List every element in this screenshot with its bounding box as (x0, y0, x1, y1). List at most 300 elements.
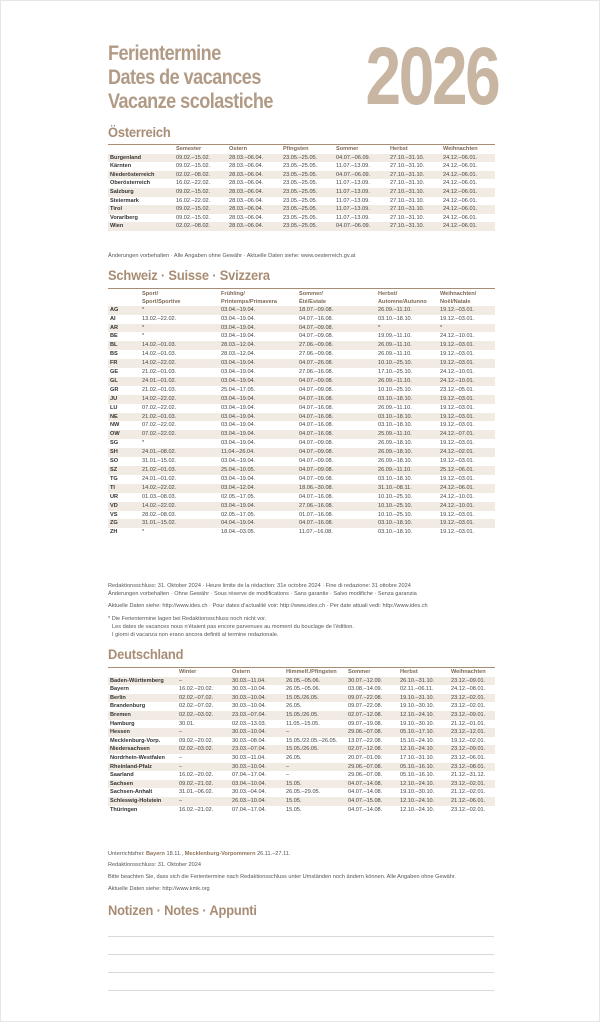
column-header: Sommer (336, 146, 359, 152)
row-label: ZG (110, 520, 118, 527)
date-cell: 17.10.–25.10. (378, 369, 413, 376)
date-cell: 27.06.–09.08. (299, 342, 334, 349)
date-cell: 26.09.–11.10. (378, 467, 412, 473)
table-row (108, 421, 495, 430)
date-cell: 19.10.–30.10. (400, 789, 435, 796)
date-cell: 03.10.–18.10. (378, 520, 413, 527)
table-row (108, 493, 495, 502)
date-cell: 24.12.–06.01. (443, 154, 478, 161)
date-cell: 13.02.–22.02. (142, 315, 177, 322)
date-cell: 28.03.–06.04. (229, 197, 264, 204)
table-row (108, 528, 495, 537)
date-cell: 30.03.–10.04. (232, 703, 267, 710)
table-row (108, 350, 495, 359)
note-state-mv: Mecklenburg-Vorpommern (184, 851, 256, 857)
column-header: Weihnachten/ (440, 290, 477, 297)
date-cell: 09.02.–21.02. (179, 780, 214, 787)
date-cell: 24.12.–06.01. (443, 206, 478, 213)
date-cell: 24.12.–07.01. (440, 431, 475, 438)
date-cell: 05.10.–17.10. (400, 729, 435, 736)
date-cell: 29.06.–07.08. (348, 729, 383, 736)
date-cell: 24.12.–06.01. (443, 197, 478, 204)
date-cell: 23.12.–08.01. (451, 763, 486, 770)
table-row (108, 324, 495, 333)
date-cell: 03.04.–19.04. (221, 458, 256, 465)
date-cell: 03.04.–19.04. (221, 431, 256, 438)
date-cell: 19.10.–30.10. (400, 703, 435, 710)
date-cell: 10.10.–25.10. (378, 511, 413, 518)
date-cell: 04.07.–09.08. (299, 377, 334, 384)
table-row (108, 404, 495, 413)
column-header: Herbst/ (378, 290, 398, 297)
date-cell: 10.10.–25.10. (378, 386, 413, 393)
date-cell: 02.05.–17.05. (221, 511, 256, 518)
date-cell: 26.09.–11.10. (378, 351, 412, 358)
section-title-austria: Österreich (108, 124, 171, 140)
column-header: Printemps/Primavera (221, 299, 277, 306)
note-date-mv: 26.11.–27.11. (257, 851, 291, 857)
date-cell: 14.02.–22.02. (142, 395, 177, 402)
date-cell: * (142, 333, 145, 340)
date-cell: 19.12.–03.01. (440, 404, 475, 411)
date-cell: 30.07.–12.09. (348, 677, 383, 684)
date-cell: 24.12.–06.01. (443, 171, 478, 178)
date-cell: 26.09.–18.10. (378, 449, 413, 456)
date-cell: 26.09.–18.10. (378, 440, 413, 447)
row-label: BS (110, 351, 118, 358)
date-cell: 23.12.–12.01. (451, 729, 486, 736)
note-line (108, 972, 494, 973)
date-cell: 27.10.–31.10. (390, 163, 425, 170)
column-header (108, 668, 177, 677)
date-cell: 15.05./26.05. (286, 694, 319, 701)
table-row (108, 484, 495, 493)
date-cell: 02.03.–13.03. (232, 720, 267, 727)
date-cell: 23.05.–25.05. (283, 223, 318, 230)
date-cell: 13.07.–22.08. (348, 737, 383, 744)
date-cell: 16.02.–21.02. (179, 806, 214, 813)
date-cell: 27.10.–31.10. (390, 206, 425, 213)
date-cell: 28.03.–12.04. (221, 351, 256, 358)
row-label: Thüringen (110, 806, 138, 813)
column-header (108, 145, 174, 154)
column-header: Ostern (232, 669, 251, 675)
section-title-switzerland: Schweiz · Suisse · Svizzera (108, 267, 270, 283)
table-row (108, 780, 495, 789)
date-cell: 21.02.–01.03. (142, 413, 177, 420)
date-cell: 15.05./26.05. (286, 746, 319, 753)
date-cell: 09.02.–15.02. (176, 206, 211, 213)
date-cell: 03.04.–19.04. (221, 324, 256, 331)
date-cell: 09.02.–15.02. (176, 154, 211, 161)
date-cell: 26.10.–31.10. (400, 677, 435, 684)
date-cell: 23.12.–02.01. (451, 703, 486, 710)
date-cell: – (179, 754, 183, 761)
table-header-row (108, 145, 495, 154)
date-cell: – (179, 763, 183, 770)
column-header (108, 289, 140, 298)
date-cell: 24.12.–06.01. (443, 163, 478, 170)
date-cell: 03.10.–18.10. (378, 475, 413, 482)
column-header: Sommer (348, 669, 371, 675)
date-cell: 04.04.–19.04. (221, 520, 256, 527)
date-cell: 09.07.–19.08. (348, 720, 383, 727)
column-header: Sport/ (142, 290, 159, 297)
row-label: SG (110, 440, 119, 447)
date-cell: 11.05.–15.05. (286, 720, 320, 727)
date-cell: 21.02.–01.03. (142, 386, 177, 393)
date-cell: 07.02.–22.02. (142, 431, 177, 438)
date-cell: 04.07.–09.08. (299, 333, 334, 340)
date-cell: 23.03.–07.04. (232, 746, 267, 753)
date-cell: 26.03.–10.04. (232, 797, 267, 804)
date-cell: 28.02.–08.03. (142, 511, 177, 518)
row-label: BL (110, 342, 118, 349)
date-cell: 27.06.–16.08. (299, 502, 334, 509)
date-cell: 23.12.–02.01. (451, 780, 486, 787)
date-cell: 24.12.–06.01. (440, 484, 475, 491)
date-cell: 23.05.–25.05. (283, 154, 318, 161)
table-row (108, 702, 495, 711)
date-cell: 28.03.–06.04. (229, 223, 264, 230)
table-row (108, 188, 495, 197)
column-header (108, 297, 140, 306)
row-label: Hessen (110, 729, 130, 736)
table-row (108, 306, 495, 315)
column-header: Himmelf./Pfingsten (286, 669, 337, 675)
germany-table (108, 667, 495, 814)
date-cell: 03.04.–19.04. (221, 360, 256, 367)
date-cell: 21.12.–02.01. (451, 789, 486, 796)
date-cell: 23.05.–25.05. (283, 163, 318, 170)
date-cell: 30.01. (179, 720, 195, 727)
row-label: NE (110, 413, 118, 420)
date-cell: 04.07.–14.08. (348, 806, 383, 813)
row-label: NW (110, 422, 120, 429)
row-label: Tirol (110, 206, 123, 213)
date-cell: 11.07.–13.09. (336, 197, 370, 204)
date-cell: 28.03.–06.04. (229, 163, 264, 170)
table-row (108, 806, 495, 815)
date-cell: 14.02.–22.02. (142, 484, 177, 491)
date-cell: 04.07.–16.08. (299, 395, 334, 402)
date-cell: 30.03.–10.04. (232, 686, 267, 693)
date-cell: 23.12.–09.01. (451, 711, 486, 718)
date-cell: 25.12.–06.01. (440, 467, 475, 473)
column-header: Sommer/ (299, 290, 323, 297)
table-row (108, 448, 495, 457)
date-cell: 24.12.–02.01. (440, 449, 475, 456)
row-label: Wien (110, 223, 124, 230)
switzerland-note-deadline: Redaktionsschluss: 31. Oktober 2024 · Heure limite de la rédaction: 31e octobre 2024 · Fine di redazione: 31 ottobre 2024 (108, 583, 411, 589)
date-cell: 23.12.–06.01. (451, 754, 486, 761)
date-cell: 03.04.–10.04. (232, 780, 267, 787)
date-cell: 03.04.–12.04. (221, 484, 256, 491)
table-row (108, 205, 495, 214)
date-cell: 03.04.–19.04. (221, 475, 256, 482)
table-row (108, 685, 495, 694)
section-title-notes: Notizen · Notes · Appunti (108, 902, 257, 918)
date-cell: 16.02.–22.02. (176, 197, 211, 204)
date-cell: 19.12.–03.01. (440, 360, 475, 367)
date-cell: * (378, 324, 381, 331)
note-line (108, 990, 494, 991)
date-cell: 24.12.–06.01. (443, 214, 478, 221)
date-cell: 28.03.–06.04. (229, 188, 264, 195)
date-cell: 10.10.–25.10. (378, 502, 413, 509)
date-cell: 04.07.–15.08. (348, 797, 383, 804)
date-cell: 04.07.–16.08. (299, 520, 334, 527)
date-cell: 03.04.–19.04. (221, 369, 256, 376)
table-row (108, 413, 495, 422)
switzerland-table (108, 288, 495, 537)
date-cell: 26.09.–18.10. (378, 458, 413, 465)
date-cell: 26.05. (286, 754, 302, 761)
row-label: OW (110, 431, 120, 438)
date-cell: 14.02.–01.03. (142, 342, 177, 349)
row-label: Steiermark (110, 197, 139, 204)
table-row (108, 386, 495, 395)
row-label: Saarland (110, 772, 134, 779)
date-cell: 04.07.–09.08. (299, 458, 334, 465)
date-cell: 04.07.–09.08. (299, 475, 334, 482)
date-cell: 15.05./22.05.–26.05. (286, 737, 338, 744)
date-cell: 15.05. (286, 806, 302, 813)
date-cell: 31.10.–08.11. (378, 484, 412, 491)
date-cell: 24.12.–08.01. (451, 686, 486, 693)
date-cell: 04.07.–09.08. (299, 386, 334, 393)
date-cell: 28.03.–06.04. (229, 180, 264, 187)
table-row (108, 179, 495, 188)
date-cell: 03.04.–19.04. (221, 377, 256, 384)
date-cell: 02.07.–12.08. (348, 746, 383, 753)
date-cell: 04.07.–06.09. (336, 154, 371, 161)
date-cell: 03.10.–18.10. (378, 315, 413, 322)
row-label: Bayern (110, 686, 129, 693)
row-label: LU (110, 404, 118, 411)
date-cell: 24.12.–06.01. (443, 188, 478, 195)
table-row (108, 771, 495, 780)
date-cell: – (286, 772, 290, 779)
column-header: Weihnachten (443, 146, 478, 152)
date-cell: 20.07.–01.09. (348, 754, 383, 761)
date-cell: 27.10.–31.10. (390, 154, 425, 161)
austria-table (108, 144, 495, 231)
date-cell: 19.12.–03.01. (440, 520, 475, 527)
column-header: Noël/Natale (440, 299, 471, 306)
date-cell: 21.12.–01.01. (451, 720, 486, 727)
date-cell: 15.05./26.05. (286, 711, 319, 718)
date-cell: 02.07.–12.08. (348, 711, 383, 718)
date-cell: 26.05. (286, 703, 302, 710)
date-cell: – (286, 729, 290, 736)
date-cell: 30.03.–10.04. (232, 763, 267, 770)
date-cell: * (142, 529, 145, 536)
date-cell: 26.09.–11.10. (378, 306, 412, 313)
date-cell: 23.05.–25.05. (283, 197, 318, 204)
date-cell: 26.05.–29.05. (286, 789, 321, 796)
date-cell: 23.05.–25.05. (283, 214, 318, 221)
date-cell: 21.12.–06.01. (451, 797, 486, 804)
table-row (108, 457, 495, 466)
date-cell: 23.12.–05.01. (440, 386, 475, 393)
table-header-row (108, 668, 495, 677)
date-cell: 01.03.–08.03. (142, 493, 177, 500)
date-cell: 19.10.–30.10. (400, 720, 435, 727)
date-cell: 12.10.–24.10. (400, 746, 435, 753)
row-label: AG (110, 306, 119, 313)
date-cell: 04.07.–26.08. (299, 360, 334, 367)
table-row (108, 754, 495, 763)
column-header: Herbst (390, 146, 408, 152)
date-cell: 09.07.–22.08. (348, 694, 383, 701)
date-cell: 09.02.–15.02. (176, 214, 211, 221)
column-header: Herbst (400, 669, 418, 675)
row-label: Schleswig-Holstein (110, 797, 162, 804)
note-label: Unterrichtsfrei: (108, 851, 145, 857)
row-label: Nordrhein-Westfalen (110, 754, 165, 761)
date-cell: 28.03.–06.04. (229, 206, 264, 213)
date-cell: 24.12.–10.01. (440, 493, 475, 500)
date-cell: 24.01.–08.02. (142, 449, 177, 456)
table-row (108, 720, 495, 729)
date-cell: 11.07.–13.09. (336, 206, 370, 213)
table-row (108, 222, 495, 231)
date-cell: 04.07.–14.08. (348, 780, 383, 787)
date-cell: 25.09.–11.10. (378, 431, 412, 438)
date-cell: 02.02.–07.02. (179, 703, 214, 710)
row-label: Hamburg (110, 720, 135, 727)
date-cell: 19.12.–03.01. (440, 315, 475, 322)
date-cell: – (179, 677, 183, 684)
date-cell: 19.12.–03.01. (440, 475, 475, 482)
date-cell: 21.02.–01.03. (142, 467, 177, 473)
date-cell: 19.12.–03.01. (440, 342, 475, 349)
table-row (108, 332, 495, 341)
row-label: Sachsen (110, 780, 134, 787)
date-cell: 15.05. (286, 780, 302, 787)
date-cell: 26.09.–11.10. (378, 377, 412, 384)
date-cell: 05.10.–16.10. (400, 772, 435, 779)
date-cell: 30.03.–08.04. (232, 737, 267, 744)
date-cell: 14.02.–22.02. (142, 360, 177, 367)
date-cell: 09.02.–15.02. (176, 188, 211, 195)
table-row (108, 763, 495, 772)
row-label: AI (110, 315, 116, 322)
date-cell: 31.01.–15.02. (142, 520, 177, 527)
switzerland-note-links: Aktuelle Daten siehe: http://www.ides.ch · Pour dates d’actualité voir: http://www.ides.ch · Per date attuali vedi: http://www.ides.ch (108, 603, 428, 609)
date-cell: 26.05.–05.06. (286, 686, 321, 693)
date-cell: 21.02.–01.03. (142, 369, 177, 376)
date-cell: 29.06.–07.08. (348, 772, 383, 779)
date-cell: 03.04.–19.04. (221, 413, 256, 420)
row-label: GE (110, 369, 119, 376)
table-row (108, 197, 495, 206)
row-label: Oberösterreich (110, 180, 151, 187)
germany-note-changes: Bitte beachten Sie, dass sich die Ferientermine nach Redaktionsschluss unter Umständen noch ändern können. Alle Angaben ohne Gewähr. (108, 874, 456, 880)
date-cell: 17.10.–31.10. (400, 754, 435, 761)
switzerland-note-changes: Änderungen vorbehalten · Ohne Gewähr · Sous réserve de modifications · Sans garantie · Salvo modifiche · Senza garanzia (108, 591, 417, 597)
date-cell: 19.12.–03.01. (440, 511, 475, 518)
date-cell: 28.03.–06.04. (229, 214, 264, 221)
date-cell: 03.04.–19.04. (221, 422, 256, 429)
date-cell: 03.04.–19.04. (221, 306, 256, 313)
date-cell: 07.02.–22.02. (142, 404, 177, 411)
date-cell: 09.07.–22.08. (348, 703, 383, 710)
date-cell: 03.04.–19.04. (221, 440, 256, 447)
note-date-bayern: 18.11., (166, 851, 184, 857)
date-cell: 03.10.–18.10. (378, 529, 413, 536)
date-cell: 11.04.–26.04. (221, 449, 255, 456)
date-cell: 19.12.–03.01. (440, 422, 475, 429)
table-row (108, 171, 495, 180)
date-cell: 02.02.–08.02. (176, 171, 211, 178)
date-cell: 03.04.–19.04. (221, 315, 256, 322)
date-cell: 19.12.–03.01. (440, 413, 475, 420)
column-header: Frühling/ (221, 290, 245, 297)
row-label: FR (110, 360, 118, 367)
date-cell: 24.12.–06.01. (443, 223, 478, 230)
column-header: Automne/Autunno (378, 299, 427, 306)
date-cell: * (142, 440, 145, 447)
date-cell: 04.07.–06.09. (336, 171, 371, 178)
date-cell: 02.02.–03.02. (179, 746, 214, 753)
date-cell: 30.03.–10.04. (232, 729, 267, 736)
date-cell: 02.02.–03.02. (179, 711, 214, 718)
date-cell: 11.07.–13.09. (336, 214, 370, 221)
row-label: Bremen (110, 711, 131, 718)
date-cell: 24.01.–01.02. (142, 377, 177, 384)
date-cell: 19.12.–03.01. (440, 529, 475, 536)
date-cell: 23.12.–02.01. (451, 806, 486, 813)
date-cell: 16.02.–22.02. (176, 180, 211, 187)
date-cell: 27.10.–31.10. (390, 180, 425, 187)
date-cell: 11.07.–13.09. (336, 163, 370, 170)
date-cell: 02.05.–17.05. (221, 493, 256, 500)
date-cell: 10.10.–25.10. (378, 493, 413, 500)
table-row (108, 511, 495, 520)
row-label: SZ (110, 467, 118, 473)
date-cell: 19.12.–03.01. (440, 395, 475, 402)
date-cell: 23.12.–09.01. (451, 677, 486, 684)
date-cell: 03.04.–19.04. (221, 502, 256, 509)
table-row (108, 439, 495, 448)
row-label: SO (110, 458, 119, 465)
date-cell: 09.02.–15.02. (176, 163, 211, 170)
table-row (108, 475, 495, 484)
germany-note-link: Aktuelle Daten siehe: http://www.kmk.org (108, 886, 210, 892)
header (108, 31, 498, 122)
date-cell: 19.12.–03.01. (440, 306, 475, 313)
date-cell: 27.10.–31.10. (390, 214, 425, 221)
date-cell: * (142, 306, 145, 313)
date-cell: 24.12.–10.01. (440, 333, 475, 340)
date-cell: * (440, 324, 443, 331)
table-header-row (108, 289, 495, 298)
table-row (108, 466, 495, 475)
column-header: Ostern (229, 146, 248, 152)
date-cell: 16.02.–20.02. (179, 686, 214, 693)
title-french: Dates de vacances (108, 66, 261, 89)
date-cell: 31.01.–06.02. (179, 789, 214, 796)
title-german: Ferientermine (108, 42, 221, 65)
table-row (108, 395, 495, 404)
date-cell: 03.10.–18.10. (378, 395, 413, 402)
table-row (108, 711, 495, 720)
date-cell: 14.02.–22.02. (142, 502, 177, 509)
date-cell: 18.06.–30.08. (299, 484, 334, 491)
switzerland-note-asterisk: * Die Ferientermine lagen bei Redaktionsschluss noch nicht vor. (108, 616, 267, 622)
